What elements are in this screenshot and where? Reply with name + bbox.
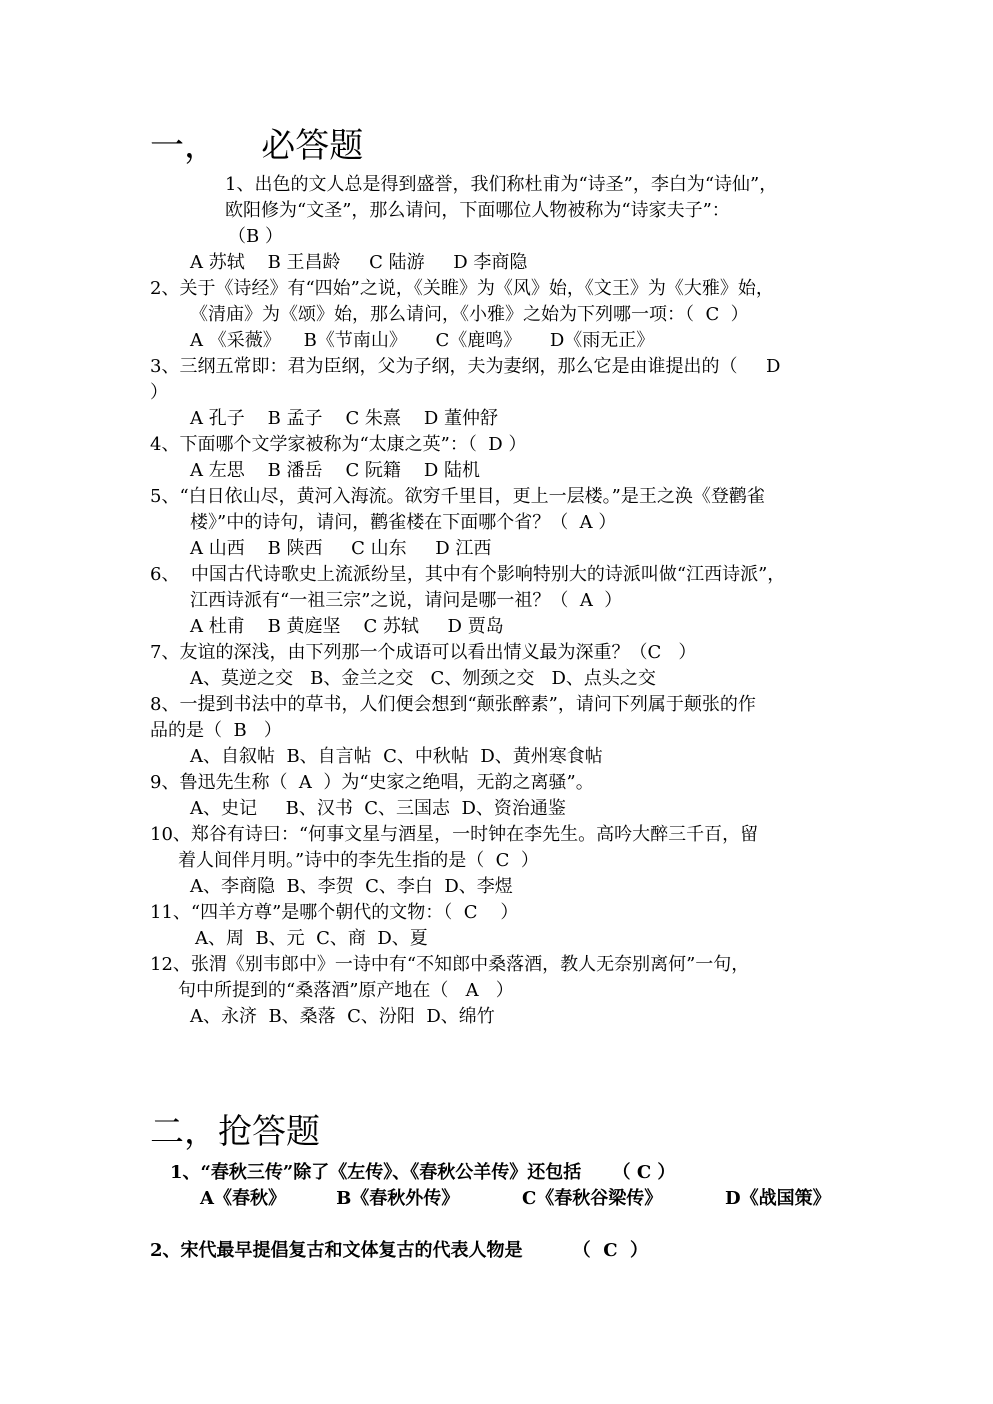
question-line: 5、“白日依山尽，黄河入海流。欲穷千里目，更上一层楼。”是王之涣《登鹳雀 <box>150 486 765 507</box>
options-line: A、周 B、元 C、商 D、夏 <box>195 928 428 949</box>
question-line: 楼》”中的诗句，请问，鹳雀楼在下面哪个省？（ A ） <box>190 512 617 533</box>
question-line: 1、出色的文人总是得到盛誉，我们称杜甫为“诗圣”，李白为“诗仙”， <box>225 174 778 195</box>
question-line: 10、郑谷有诗曰：“何事文星与酒星，一时钟在李先生。高吟大醉三千百，留 <box>150 824 759 845</box>
question-line: 2、关于《诗经》有“四始”之说，《关睢》为《风》始，《文王》为《大雅》始， <box>150 278 774 299</box>
question-line: 品的是（ B ） <box>150 720 282 741</box>
options-line: A 苏轼 B 王昌龄 C 陆游 D 李商隐 <box>190 252 528 273</box>
options-line: A、永济 B、桑落 C、汾阳 D、绵竹 <box>190 1006 495 1027</box>
question-line: 2、宋代最早提倡复古和文体复古的代表人物是 （ C ） <box>150 1240 649 1261</box>
question-line: 7、友谊的深浅，由下列那一个成语可以看出情义最为深重？（C ） <box>150 642 697 663</box>
options-line: A《春秋》 B《春秋外传》 C《春秋谷梁传》 D《战国策》 <box>200 1188 831 1209</box>
options-line: A 杜甫 B 黄庭坚 C 苏轼 D 贾岛 <box>190 616 504 637</box>
options-line: A、史记 B、汉书 C、三国志 D、资治通鉴 <box>190 798 566 819</box>
question-line: 6、 中国古代诗歌史上流派纷呈，其中有个影响特别大的诗派叫做“江西诗派”， <box>150 564 786 585</box>
question-line: 4、下面哪个文学家被称为“太康之英”：（ D ） <box>150 434 527 455</box>
question-line: 着人间伴月明。”诗中的李先生指的是（ C ） <box>178 850 539 871</box>
question-line: 1、“春秋三传”除了《左传》、《春秋公羊传》还包括 （ C ） <box>170 1162 676 1183</box>
section-heading-buzzer: 二，抢答题 <box>150 1112 320 1152</box>
question-line: 《清庙》为《颂》始，那么请问，《小雅》之始为下列哪一项：（ C ） <box>190 304 749 325</box>
question-line: 9、鲁迅先生称（ A ）为“史家之绝唱，无韵之离骚”。 <box>150 772 594 793</box>
options-line: A 孔子 B 孟子 C 朱熹 D 董仲舒 <box>190 408 498 429</box>
options-line: A 山西 B 陕西 C 山东 D 江西 <box>190 538 492 559</box>
options-line: A、莫逆之交 B、金兰之交 C、刎颈之交 D、点头之交 <box>190 668 656 689</box>
question-line: 11、“四羊方尊”是哪个朝代的文物：（ C ） <box>150 902 519 923</box>
question-line: 12、张渭《别韦郎中》一诗中有“不知郎中桑落酒，教人无奈别离何”一句， <box>150 954 750 975</box>
options-line: A 左思 B 潘岳 C 阮籍 D 陆机 <box>190 460 480 481</box>
question-line: 8、一提到书法中的草书，人们便会想到“颠张醉素”，请问下列属于颠张的作 <box>150 694 756 715</box>
section-heading-required: 一， 必答题 <box>150 126 364 166</box>
answer-line: （B ） <box>228 226 283 247</box>
question-line: ） <box>150 382 168 403</box>
question-line: 江西诗派有“一祖三宗”之说，请问是哪一祖？（ A ） <box>190 590 623 611</box>
question-line: 句中所提到的“桑落酒”原产地在（ A ） <box>178 980 514 1001</box>
options-line: A、李商隐 B、李贺 C、李白 D、李煜 <box>190 876 513 897</box>
question-line: 欧阳修为“文圣”，那么请问，下面哪位人物被称为“诗家夫子”： <box>225 200 730 221</box>
options-line: A、自叙帖 B、自言帖 C、中秋帖 D、黄州寒食帖 <box>190 746 603 767</box>
options-line: A 《采薇》 B《节南山》 C《鹿鸣》 D《雨无正》 <box>190 330 655 351</box>
question-line: 3、三纲五常即：君为臣纲，父为子纲，夫为妻纲，那么它是由谁提出的（ D <box>150 356 781 377</box>
